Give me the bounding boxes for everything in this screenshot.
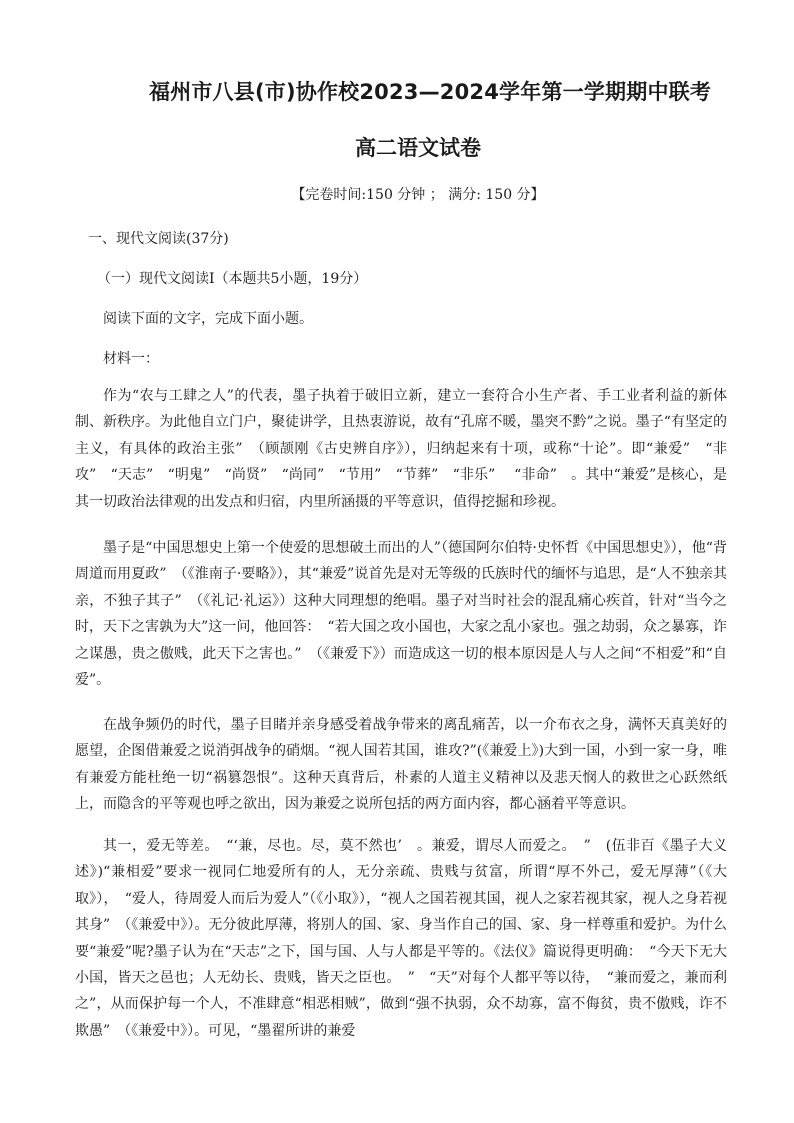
section-heading: 一、现代文阅读(37分)	[88, 231, 229, 247]
material-label: 材料一：	[103, 351, 159, 367]
exam-time-info: 【完卷时间:150 分钟 ； 满分: 150 分】	[291, 187, 545, 203]
paragraph-text: 其一，爱无等差。 “‘兼，尽也。尽，莫不然也’ 。兼爱，谓尽人而爱之。 ” (伍非百《墨子大义述》)“兼相爱”要求一视同仁地爱所有的人，无分亲疏、贵贱与贫富，所谓“厚不外己，爱无厚薄”（《大取》）， “爱人，待周爱人而后为爱人”（《小取》），“视人之国若视其国，视人之家若视其家，视人之身若视其身” （《兼爱中》）。无分彼此厚薄，将别人的国、家、身当作自己的国、家、身一样尊重和爱护。为什么要“兼爱”呢?墨子认为在“天志”之下，国与国、人与人都是平等的。《法仪》篇说得更明确： “今天下无大小国，皆天之邑也；人无幼长、贵贱，皆天之臣也。 ” “天”对每个人都平等以待， “兼而爱之，兼而利之”，从而保护每一个人，不准肆意“相恶相贼”，做到“强不执弱，众不劫寡，富不侮贫，贵不傲贱，诈不欺愚” （《兼爱中》）。可见，“墨翟所讲的兼爱	[75, 838, 727, 1039]
paragraph-text: 在战争频仍的时代，墨子目睹并亲身感受着战争带来的离乱痛苦，以一介布衣之身，满怀天真美好的愿望，企图借兼爱之说消弭战争的硝烟。“视人国若其国，谁攻?”(《兼爱上》)大到一国，小到一家一身，唯有兼爱方能杜绝一切“祸篡怨恨”。这种天真背后，朴素的人道主义精神以及悲天悯人的救世之心跃然纸上，而隐含的平等观也呼之欲出，因为兼爱之说所包括的两方面内容，都心涵着平等意识。	[75, 717, 727, 813]
paragraph-text: 墨子是“中国思想史上第一个使爱的思想破土而出的人”（德国阿尔伯特·史怀哲《中国思想史》），他“背周道而用夏政” （《淮南子·要略》），其“兼爱”说首先是对无等级的氏族时代的缅怀与追思，是“人不独亲其亲，不独子其子” （《礼记·礼运》）这种大同理想的绝唱。墨子对当时社会的混乱痛心疾首，针对“当今之时，天下之害孰为大”这一问，他回答： “若大国之攻小国也，大家之乱小家也。强之劫弱，众之暴寡，诈之谋愚，贵之傲贱，此天下之害也。” （《兼爱下》）而造成这一切的根本原因是人与人之间“不相爱”和“自爱”。	[75, 540, 727, 689]
exam-subtitle: 高二语文试卷	[355, 136, 481, 160]
passage-paragraph	[75, 833, 727, 1044]
passage-paragraph	[75, 712, 727, 818]
reading-instruction: 阅读下面的文字，完成下面小题。	[103, 311, 313, 327]
section-subheading: （一）现代文阅读Ⅰ（本题共5小题，19分）	[97, 271, 368, 287]
exam-title: 福州市八县(市)协作校2023—2024学年第一学期期中联考	[148, 80, 712, 104]
paragraph-text: 作为“农与工肆之人”的代表，墨子执着于破旧立新，建立一套符合小生产者、手工业者利益的新体制、新秩序。为此他自立门户，聚徒讲学，且热衷游说，故有“孔席不暖，墨突不黔”之说。墨子“有坚定的主义，有具体的政治主张” （顾颉刚《古史辨自序》），归纳起来有十项，或称“十论”。即“兼爱” “非攻” “天志” “明鬼” “尚贤” “尚同” “节用” “节葬” “非乐” “非命” 。其中“兼爱”是核心，是其一切政治法律观的出发点和归宿，内里所涵摄的平等意识，值得挖掘和珍视。	[75, 388, 727, 510]
passage-paragraph	[75, 535, 727, 693]
passage-paragraph	[75, 383, 727, 515]
